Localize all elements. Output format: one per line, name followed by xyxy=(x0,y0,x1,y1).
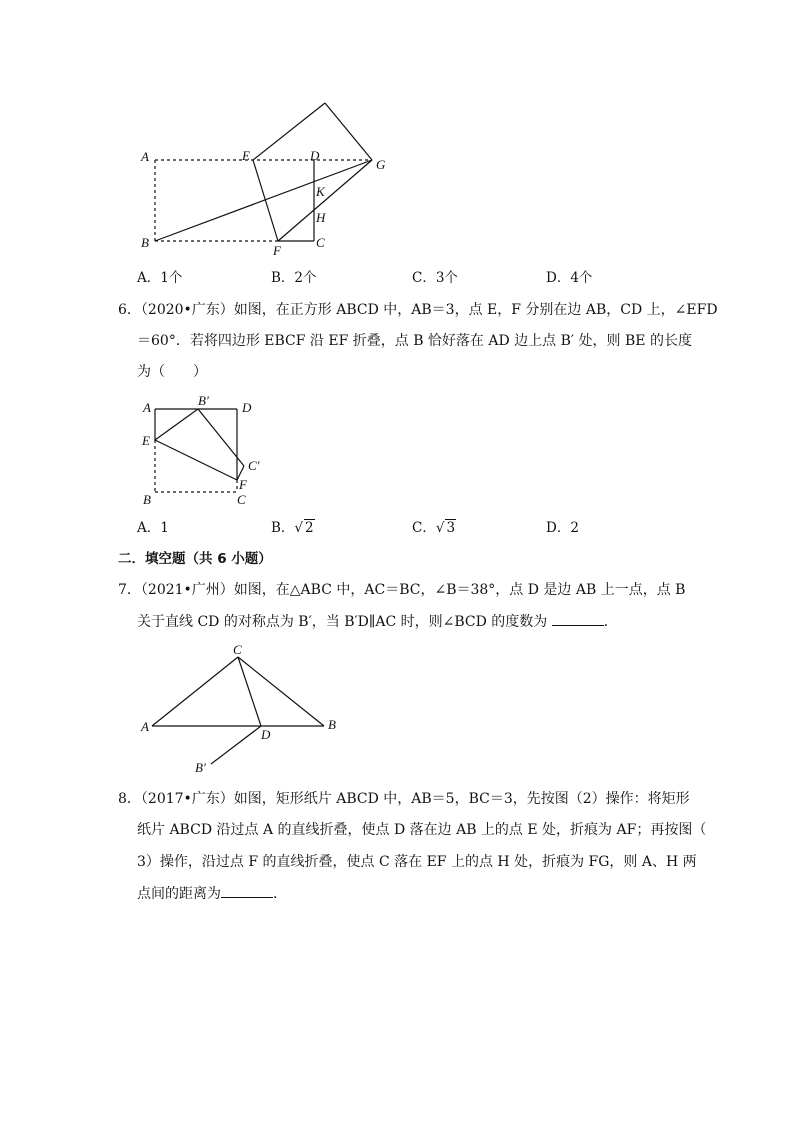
q7-text-line2-body: 关于直线 CD 的对称点为 B′，当 B′D∥AC 时，则∠BCD 的度数为 xyxy=(137,614,548,630)
q6-text-line2: ＝60°．若将四边形 EBCF 沿 EF 折叠，点 B 恰好落在 AD 边上点 B′ 处，则 BE 的长度 xyxy=(137,333,692,349)
q5-label-C: C xyxy=(316,235,325,250)
q5-label-D: D xyxy=(310,148,320,163)
q5-label-H: H xyxy=(316,210,326,225)
q6-text-line3: 为（ ） xyxy=(137,364,207,380)
q8-text-line4 xyxy=(137,883,287,904)
q5-option-a[interactable]: A．1个 xyxy=(137,270,183,286)
section-heading-fill-in: 二．填空题（共 6 小题） xyxy=(118,551,272,567)
q7-label-D: D xyxy=(261,727,271,742)
q7-text-line2-end: ． xyxy=(603,614,618,630)
q5-option-c[interactable]: C．3个 xyxy=(412,270,458,286)
q6-label-F: F xyxy=(239,477,247,492)
q6-label-A: A xyxy=(143,400,151,415)
q8-answer-blank[interactable] xyxy=(221,883,273,898)
q7-text-line1: 7．（2021•广州）如图，在△ABC 中，AC＝BC，∠B＝38°，点 D 是边 AB 上一点，点 B xyxy=(118,582,686,598)
q5-option-d[interactable]: D．4个 xyxy=(546,270,593,286)
q7-label-Bp: B′ xyxy=(195,760,206,775)
sqrt-symbol-icon: √ 3 xyxy=(435,520,456,536)
q6-label-E: E xyxy=(142,433,150,448)
q8-text-line4-body: 点间的距离为 xyxy=(137,886,221,902)
q5-option-b[interactable]: B．2个 xyxy=(271,270,317,286)
q6-label-C: C xyxy=(237,492,246,507)
q7-CB xyxy=(238,657,324,726)
q5-label-G: G xyxy=(376,157,386,172)
q6-label-Cp: C′ xyxy=(248,458,260,473)
q6-option-b-radicand: 2 xyxy=(305,520,314,536)
q6-option-c-radicand: 3 xyxy=(446,520,456,536)
q7-label-B: B xyxy=(328,717,336,732)
q7-label-A: A xyxy=(141,719,149,734)
q5-label-F: F xyxy=(273,243,281,258)
q8-text-line3: 3）操作，沿过点 F 的直线折叠，使点 C 落在 EF 上的点 H 处，折痕为 FG，则 A、H 两 xyxy=(137,854,697,870)
q6-label-D: D xyxy=(242,400,252,415)
q5-label-B: B xyxy=(141,235,149,250)
q5-label-A: A xyxy=(141,149,149,164)
q6-text-line1: 6．（2020•广东）如图，在正方形 ABCD 中，AB＝3，点 E，F 分别在边 AB，CD 上，∠EFD xyxy=(118,302,718,318)
q7-DBp xyxy=(211,726,261,764)
sqrt-symbol-icon: √ 2 xyxy=(294,520,314,536)
q7-CD xyxy=(238,657,261,726)
q6-option-c-prefix: C． xyxy=(412,520,436,536)
q8-text-line4-end: ． xyxy=(273,886,287,902)
q6-label-Bp: B′ xyxy=(198,393,209,408)
q8-text-line1: 8．（2017•广东）如图，矩形纸片 ABCD 中，AB＝5，BC＝3，先按图（2）操作：将矩形 xyxy=(118,791,690,807)
q6-label-B: B xyxy=(143,492,151,507)
q5-label-K: K xyxy=(316,184,325,199)
q6-option-a[interactable]: A．1 xyxy=(137,520,169,536)
q8-text-line2: 纸片 ABCD 沿过点 A 的直线折叠，使点 D 落在边 AB 上的点 E 处，折痕为 AF；再按图（ xyxy=(137,822,707,838)
q7-label-C: C xyxy=(233,642,242,657)
q5-label-E: E xyxy=(242,148,250,163)
q6-option-d[interactable]: D．2 xyxy=(546,520,579,536)
q7-AC xyxy=(152,657,238,726)
q6-option-b-prefix: B． xyxy=(271,520,295,536)
